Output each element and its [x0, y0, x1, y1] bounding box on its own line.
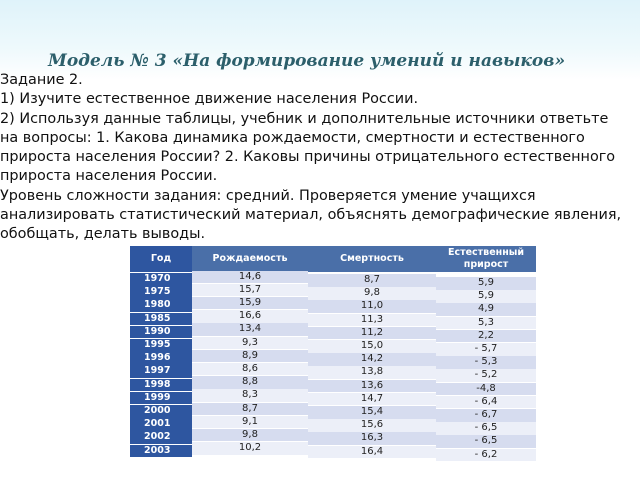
cell-birth: 9,3 [192, 337, 308, 350]
cell-death: 11,3 [308, 314, 436, 327]
cell-death: 15,6 [308, 419, 436, 432]
cell-year: 2001 [130, 418, 192, 431]
cell-growth: - 5,2 [436, 369, 536, 382]
table-header-death: Смертность [308, 246, 436, 272]
cell-year: 1990 [130, 326, 192, 339]
cell-birth: 14,6 [192, 271, 308, 284]
cell-death: 9,8 [308, 287, 436, 300]
cell-birth: 15,7 [192, 284, 308, 297]
cell-growth: 5,9 [436, 277, 536, 290]
cell-birth: 15,9 [192, 297, 308, 310]
population-table [130, 246, 536, 461]
cell-growth: -4,8 [436, 383, 536, 396]
cell-year: 1999 [130, 392, 192, 405]
cell-birth: 16,6 [192, 310, 308, 323]
cell-death: 11,2 [308, 327, 436, 340]
cell-growth: 5,9 [436, 290, 536, 303]
cell-growth: - 6,4 [436, 396, 536, 409]
cell-death: 13,8 [308, 366, 436, 379]
cell-birth: 9,8 [192, 429, 308, 442]
cell-year: 1980 [130, 299, 192, 312]
table-header-year: Год [130, 246, 192, 272]
cell-year: 2000 [130, 405, 192, 418]
cell-death: 14,7 [308, 393, 436, 406]
cell-death: 8,7 [308, 274, 436, 287]
task-step-1: 1) Изучите естественное движение населения России. [0, 91, 419, 108]
cell-growth: - 6,7 [436, 409, 536, 422]
slide-title: Модель № 3 «На формирование умений и навыков» [48, 51, 566, 71]
cell-birth: 8,8 [192, 376, 308, 389]
cell-death: 14,2 [308, 353, 436, 366]
cell-death: 11,0 [308, 300, 436, 313]
task-text [0, 71, 630, 245]
cell-year: 2002 [130, 431, 192, 444]
cell-death: 15,4 [308, 406, 436, 419]
cell-year: 1998 [130, 379, 192, 392]
cell-death: 15,0 [308, 340, 436, 353]
cell-birth: 8,9 [192, 350, 308, 363]
cell-birth: 13,4 [192, 323, 308, 336]
task-heading: Задание 2. [0, 72, 83, 88]
cell-death: 13,6 [308, 380, 436, 393]
cell-year: 2003 [130, 445, 192, 458]
cell-growth: 5,3 [436, 317, 536, 330]
cell-growth: - 6,2 [436, 449, 536, 462]
cell-growth: - 5,3 [436, 356, 536, 369]
cell-year: 1997 [130, 365, 192, 378]
cell-year: 1996 [130, 352, 192, 365]
cell-growth: 4,9 [436, 303, 536, 316]
cell-year: 1995 [130, 339, 192, 352]
table-header-birth: Рождаемость [192, 246, 308, 272]
cell-death: 16,3 [308, 432, 436, 445]
cell-death: 16,4 [308, 446, 436, 459]
cell-year: 1975 [130, 286, 192, 299]
cell-growth: 2,2 [436, 330, 536, 343]
cell-birth: 9,1 [192, 416, 308, 429]
cell-growth: - 6,5 [436, 435, 536, 448]
cell-growth: - 6,5 [436, 422, 536, 435]
cell-birth: 8,3 [192, 389, 308, 402]
task-level: Уровень сложности задания: средний. Проверяется умение учащихся анализировать статистический материал, объяснять демографические явления, обобщать, делать выводы. [0, 187, 622, 243]
cell-year: 1970 [130, 273, 192, 286]
cell-birth: 8,7 [192, 403, 308, 416]
table-header-growth: Естественный прирост [436, 246, 536, 272]
cell-birth: 8,6 [192, 363, 308, 376]
cell-birth: 10,2 [192, 442, 308, 455]
task-step-2: 2) Используя данные таблицы, учебник и дополнительные источники ответьте на вопросы: 1. Какова динамика рождаемости, смертности и естественного прироста населения России? 2. Каковы причины отрицательного естественного прироста населения России. [0, 110, 616, 185]
cell-year: 1985 [130, 313, 192, 326]
cell-growth: - 5,7 [436, 343, 536, 356]
